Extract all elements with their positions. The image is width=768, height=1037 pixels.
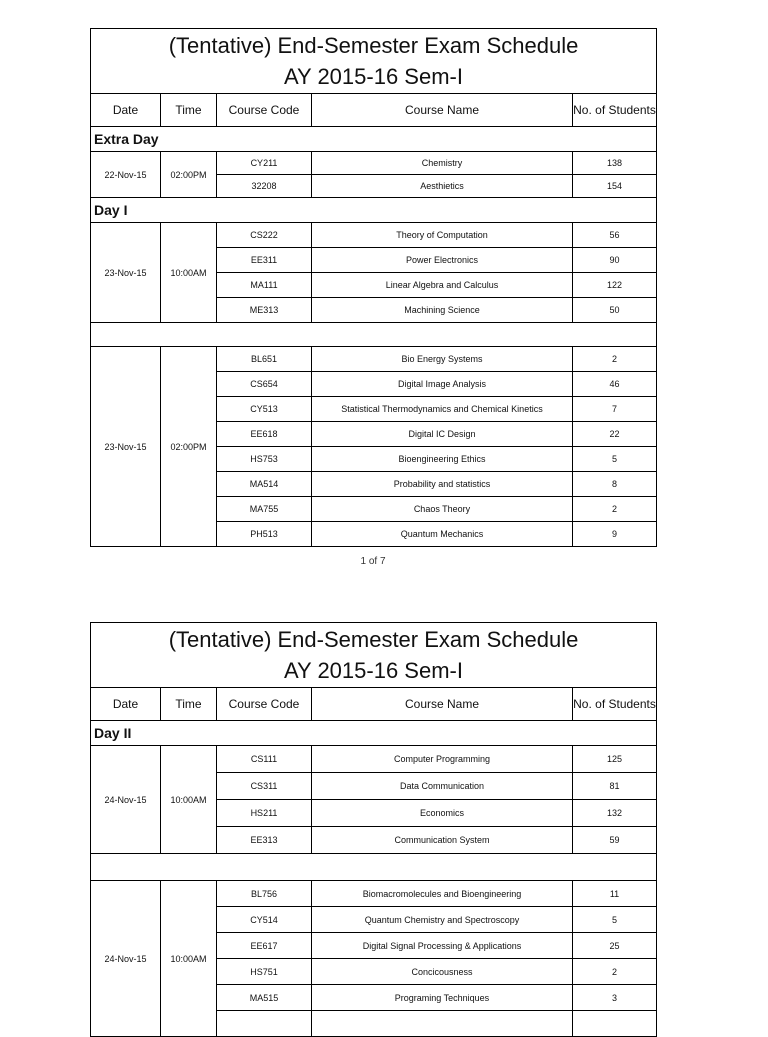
student-count: 90 bbox=[573, 248, 657, 273]
student-count: 132 bbox=[573, 800, 657, 827]
title-line-1: (Tentative) End-Semester Exam Schedule bbox=[168, 627, 579, 652]
course-code: BL756 bbox=[217, 881, 312, 907]
course-name: Concicousness bbox=[312, 959, 573, 985]
day-label-2: Day II bbox=[91, 721, 657, 746]
student-count: 8 bbox=[573, 472, 657, 497]
student-count: 2 bbox=[573, 497, 657, 522]
table-row bbox=[91, 881, 657, 907]
course-code: HS751 bbox=[217, 959, 312, 985]
table-row bbox=[91, 746, 657, 773]
student-count: 46 bbox=[573, 372, 657, 397]
exam-time: 02:00PM bbox=[161, 347, 217, 547]
course-name: Bio Energy Systems bbox=[312, 347, 573, 372]
header-time: Time bbox=[161, 94, 217, 127]
student-count: 2 bbox=[573, 959, 657, 985]
course-code: EE617 bbox=[217, 933, 312, 959]
exam-time: 10:00AM bbox=[161, 223, 217, 323]
exam-time: 10:00AM bbox=[161, 746, 217, 854]
course-code: HS753 bbox=[217, 447, 312, 472]
course-code: EE311 bbox=[217, 248, 312, 273]
course-name: Statistical Thermodynamics and Chemical Kinetics bbox=[312, 397, 573, 422]
exam-date: 24-Nov-15 bbox=[91, 746, 161, 854]
course-name: Biomacromolecules and Bioengineering bbox=[312, 881, 573, 907]
page-number: 1 of 7 bbox=[360, 556, 386, 567]
course-name: Communication System bbox=[312, 827, 573, 854]
course-name: Data Communication bbox=[312, 773, 573, 800]
title-line-2: AY 2015-16 Sem-I bbox=[284, 658, 463, 683]
header-date: Date bbox=[91, 688, 161, 721]
course-name: Linear Algebra and Calculus bbox=[312, 273, 573, 298]
course-name: Digital Image Analysis bbox=[312, 372, 573, 397]
spacer-row bbox=[91, 854, 657, 881]
table-row bbox=[91, 347, 657, 372]
student-count: 154 bbox=[573, 175, 657, 198]
day-label-extra: Extra Day bbox=[91, 127, 657, 152]
exam-time: 10:00AM bbox=[161, 881, 217, 1037]
title-line-2: AY 2015-16 Sem-I bbox=[284, 64, 463, 89]
course-code: CY514 bbox=[217, 907, 312, 933]
course-code: MA755 bbox=[217, 497, 312, 522]
student-count: 138 bbox=[573, 152, 657, 175]
header-students: No. of Students bbox=[573, 688, 657, 721]
exam-date: 23-Nov-15 bbox=[91, 347, 161, 547]
course-code: EE313 bbox=[217, 827, 312, 854]
student-count: 22 bbox=[573, 422, 657, 447]
exam-date: 23-Nov-15 bbox=[91, 223, 161, 323]
course-name: Theory of Computation bbox=[312, 223, 573, 248]
title-line-1: (Tentative) End-Semester Exam Schedule bbox=[168, 33, 579, 58]
exam-time: 02:00PM bbox=[161, 152, 217, 198]
course-name: Chemistry bbox=[312, 152, 573, 175]
exam-date: 24-Nov-15 bbox=[91, 881, 161, 1037]
spacer-row bbox=[91, 323, 657, 347]
course-code: CY513 bbox=[217, 397, 312, 422]
header-date: Date bbox=[91, 94, 161, 127]
student-count: 25 bbox=[573, 933, 657, 959]
student-count: 59 bbox=[573, 827, 657, 854]
student-count: 7 bbox=[573, 397, 657, 422]
course-code: EE618 bbox=[217, 422, 312, 447]
header-students: No. of Students bbox=[573, 94, 657, 127]
course-name: Computer Programming bbox=[312, 746, 573, 773]
course-name: Digital Signal Processing & Applications bbox=[312, 933, 573, 959]
table-row bbox=[91, 223, 657, 248]
course-name: Machining Science bbox=[312, 298, 573, 323]
header-course-code: Course Code bbox=[217, 688, 312, 721]
course-code: MA111 bbox=[217, 273, 312, 298]
course-code: CS222 bbox=[217, 223, 312, 248]
course-code: HS211 bbox=[217, 800, 312, 827]
table-row bbox=[91, 152, 657, 175]
student-count: 56 bbox=[573, 223, 657, 248]
course-code: MA514 bbox=[217, 472, 312, 497]
course-code: CS654 bbox=[217, 372, 312, 397]
course-name: Chaos Theory bbox=[312, 497, 573, 522]
header-time: Time bbox=[161, 688, 217, 721]
student-count: 122 bbox=[573, 273, 657, 298]
course-name: Bioengineering Ethics bbox=[312, 447, 573, 472]
course-code: MA515 bbox=[217, 985, 312, 1011]
course-name: Quantum Mechanics bbox=[312, 522, 573, 547]
student-count: 81 bbox=[573, 773, 657, 800]
student-count: 2 bbox=[573, 347, 657, 372]
course-code: CS111 bbox=[217, 746, 312, 773]
course-code: CS311 bbox=[217, 773, 312, 800]
header-course-name: Course Name bbox=[312, 94, 573, 127]
course-code: 32208 bbox=[217, 175, 312, 198]
student-count: 3 bbox=[573, 985, 657, 1011]
student-count: 125 bbox=[573, 746, 657, 773]
course-name: Digital IC Design bbox=[312, 422, 573, 447]
header-course-code: Course Code bbox=[217, 94, 312, 127]
exam-date: 22-Nov-15 bbox=[91, 152, 161, 198]
course-code: BL651 bbox=[217, 347, 312, 372]
schedule-title bbox=[91, 29, 657, 94]
course-name: Economics bbox=[312, 800, 573, 827]
course-code: ME313 bbox=[217, 298, 312, 323]
header-course-name: Course Name bbox=[312, 688, 573, 721]
schedule-title bbox=[91, 623, 657, 688]
day-label-1: Day I bbox=[91, 198, 657, 223]
student-count: 11 bbox=[573, 881, 657, 907]
schedule-table bbox=[90, 622, 657, 1037]
course-name: Programing Techniques bbox=[312, 985, 573, 1011]
student-count: 50 bbox=[573, 298, 657, 323]
schedule-page-1 bbox=[90, 28, 656, 567]
course-name: Power Electronics bbox=[312, 248, 573, 273]
course-code: PH513 bbox=[217, 522, 312, 547]
student-count: 5 bbox=[573, 907, 657, 933]
course-code: CY211 bbox=[217, 152, 312, 175]
course-name: Aesthietics bbox=[312, 175, 573, 198]
schedule-table bbox=[90, 28, 657, 547]
student-count: 5 bbox=[573, 447, 657, 472]
course-name: Quantum Chemistry and Spectroscopy bbox=[312, 907, 573, 933]
course-name: Probability and statistics bbox=[312, 472, 573, 497]
schedule-page-2 bbox=[90, 622, 656, 1037]
student-count: 9 bbox=[573, 522, 657, 547]
